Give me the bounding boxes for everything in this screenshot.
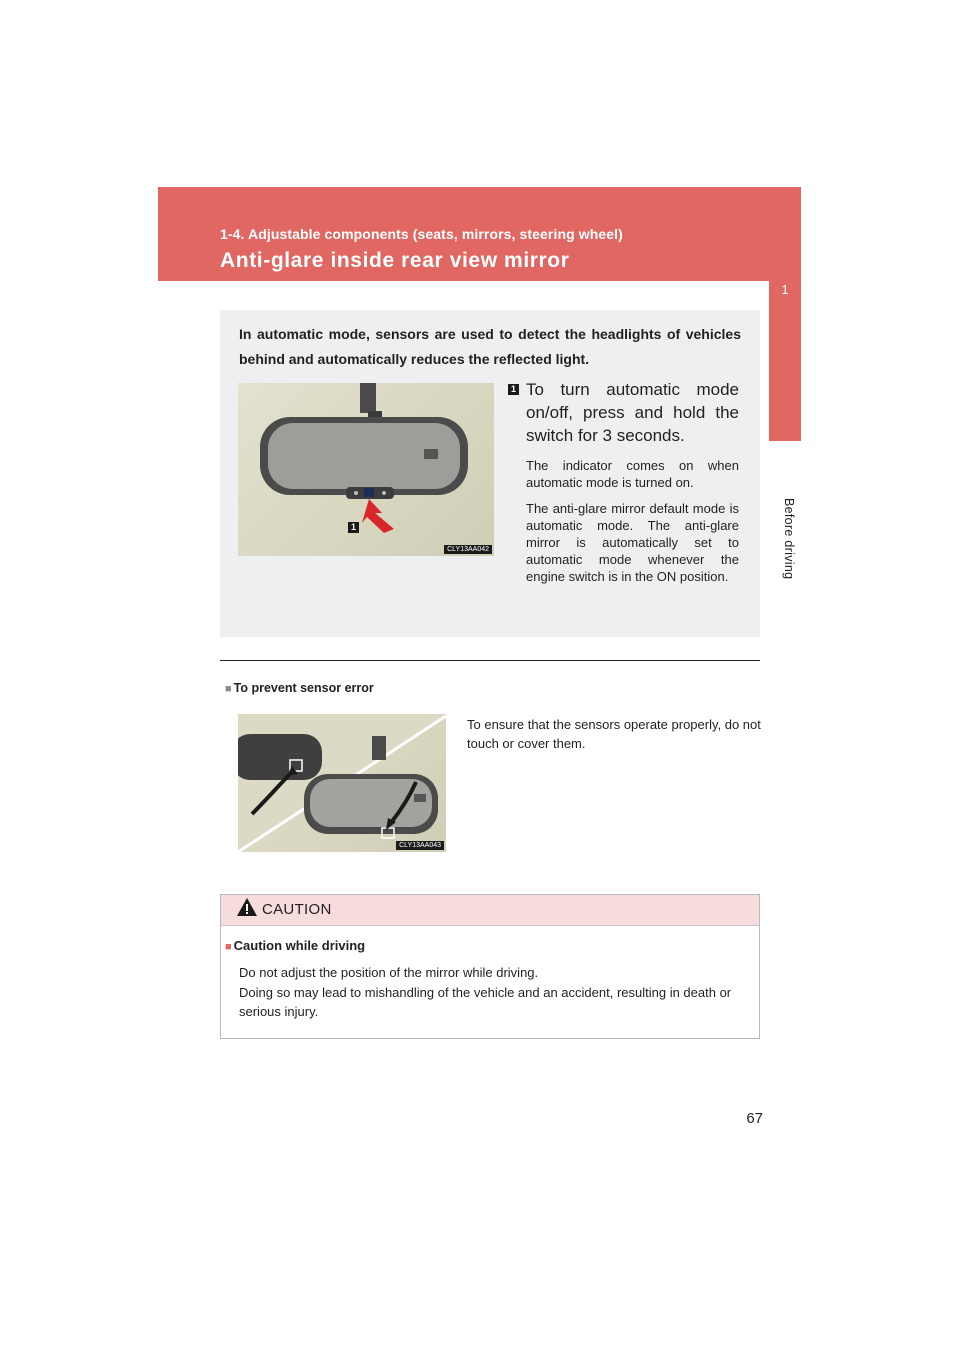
callout-1-badge: 1 bbox=[348, 522, 359, 533]
caution-heading-label: Caution while driving bbox=[233, 938, 366, 953]
section-label: 1-4. Adjustable components (seats, mirrors, steering wheel) bbox=[220, 226, 623, 242]
step-1-badge: 1 bbox=[508, 384, 519, 395]
intro-text: In automatic mode, sensors are used to detect the headlights of vehicles behind and automatically reduces the reflected light. bbox=[239, 326, 741, 367]
chapter-number: 1 bbox=[781, 282, 789, 297]
mirror-photo bbox=[238, 383, 494, 556]
sensor-heading bbox=[225, 681, 374, 695]
caution-title: CAUTION bbox=[262, 901, 332, 918]
caution-body bbox=[239, 963, 755, 1022]
bullet-square-icon: ■ bbox=[225, 683, 232, 695]
caution-heading bbox=[225, 938, 365, 953]
page-number: 67 bbox=[746, 1110, 763, 1127]
sensor-photo bbox=[238, 714, 446, 852]
section-divider bbox=[220, 660, 760, 661]
chapter-name: Before driving bbox=[782, 498, 796, 580]
default-mode-note: The anti-glare mirror default mode is automatic mode. The anti-glare mirror is automatically set to automatic mode whenever the engine switch is in the ON position. bbox=[526, 501, 739, 584]
indicator-note: The indicator comes on when automatic mode is turned on. bbox=[526, 458, 739, 490]
figure-code: CLY13AA042 bbox=[444, 545, 492, 554]
bullet-square-icon: ■ bbox=[225, 941, 232, 953]
sensor-heading-label: To prevent sensor error bbox=[233, 681, 374, 695]
caution-line-2: Doing so may lead to mishandling of the vehicle and an accident, resulting in death or serious injury. bbox=[239, 984, 732, 1019]
page-title: Anti-glare inside rear view mirror bbox=[220, 249, 570, 272]
sensor-text: To ensure that the sensors operate properly, do not touch or cover them. bbox=[467, 717, 761, 751]
mirror-illustration bbox=[238, 383, 494, 556]
warning-triangle-icon bbox=[236, 897, 258, 917]
step-1-text: To turn automatic mode on/off, press and hold the switch for 3 seconds. bbox=[526, 380, 739, 445]
caution-line-1: Do not adjust the position of the mirror while driving. bbox=[239, 965, 539, 980]
chapter-tab bbox=[769, 187, 801, 441]
sensor-illustration bbox=[238, 714, 446, 852]
figure-code: CLY13AA043 bbox=[396, 841, 444, 850]
